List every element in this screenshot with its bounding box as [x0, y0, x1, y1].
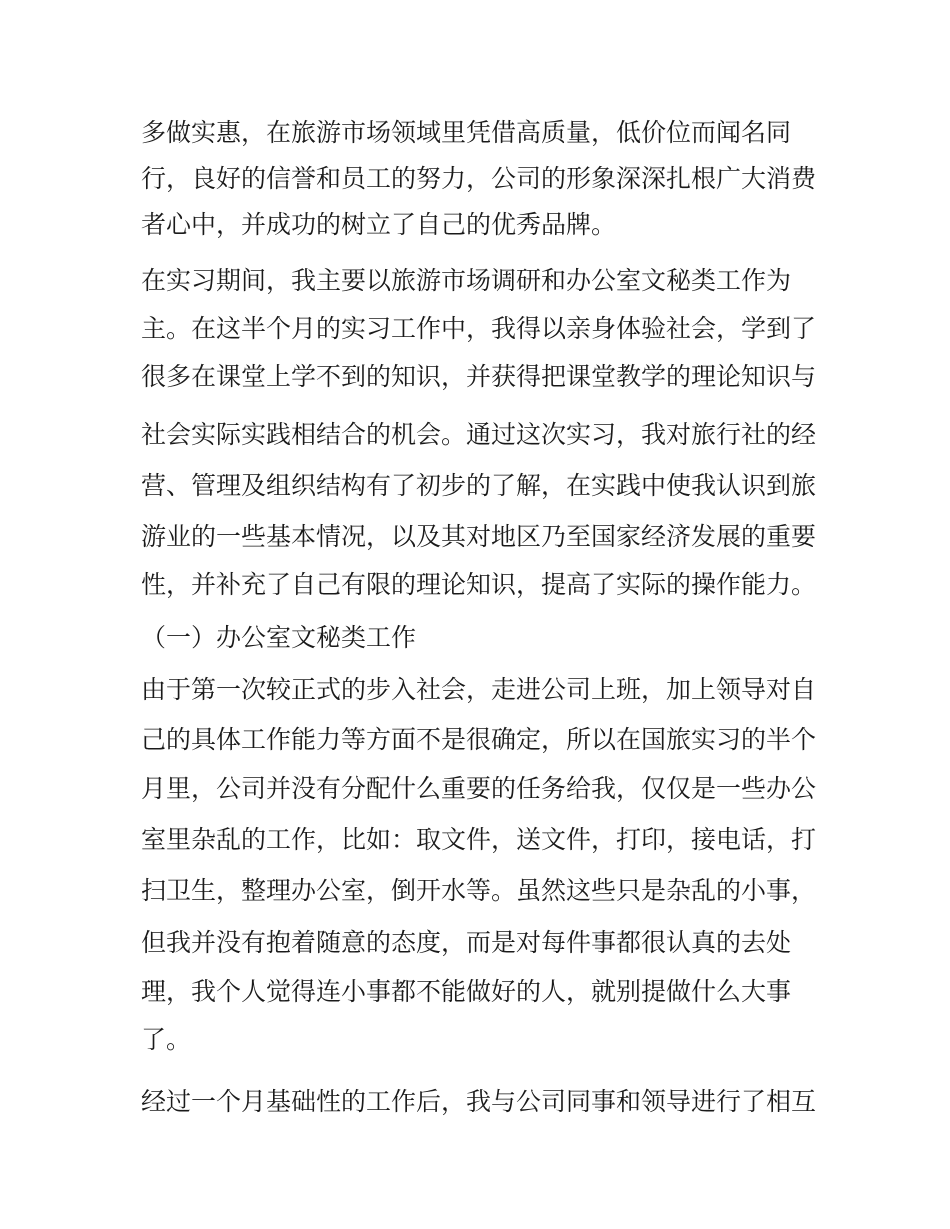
text-line: 月里，公司并没有分配什么重要的任务给我，仅仅是一些办公: [141, 774, 817, 803]
text-line: 性，并补充了自己有限的理论知识，提高了实际的操作能力。: [141, 570, 817, 599]
text-line: 己的具体工作能力等方面不是很确定，所以在国旅实习的半个: [141, 725, 817, 754]
text-line: 理，我个人觉得连小事都不能做好的人，就别提做什么大事: [141, 977, 792, 1006]
text-line: 很多在课堂上学不到的知识，并获得把课堂教学的理论知识与: [141, 362, 817, 391]
text-line: 多做实惠，在旅游市场领域里凭借高质量，低价位而闻名同: [141, 118, 792, 147]
text-line: 经过一个月基础性的工作后，我与公司同事和领导进行了相互: [141, 1087, 817, 1116]
text-line: 者心中，并成功的树立了自己的优秀品牌。: [141, 210, 617, 239]
text-line: 室里杂乱的工作，比如：取文件，送文件，打印，接电话，打: [141, 825, 817, 854]
section-heading: （一）办公室文秘类工作: [141, 623, 417, 652]
text-line: 社会实际实践相结合的机会。通过这次实习，我对旅行社的经: [141, 420, 817, 449]
text-line: 由于第一次较正式的步入社会，走进公司上班，加上领导对自: [141, 675, 817, 704]
text-line: 了。: [141, 1025, 192, 1054]
text-line: 行，良好的信誉和员工的努力，公司的形象深深扎根广大消费: [141, 164, 817, 193]
text-line: 在实习期间，我主要以旅游市场调研和办公室文秘类工作为: [141, 266, 792, 295]
text-line: 但我并没有抱着随意的态度，而是对每件事都很认真的去处: [141, 928, 792, 957]
text-line: 营、管理及组织结构有了初步的了解，在实践中使我认识到旅: [141, 471, 817, 500]
text-line: 扫卫生，整理办公室，倒开水等。虽然这些只是杂乱的小事，: [141, 876, 817, 905]
text-line: 游业的一些基本情况，以及其对地区乃至国家经济发展的重要: [141, 522, 817, 551]
text-line: 主。在这半个月的实习工作中，我得以亲身体验社会，学到了: [141, 314, 817, 343]
